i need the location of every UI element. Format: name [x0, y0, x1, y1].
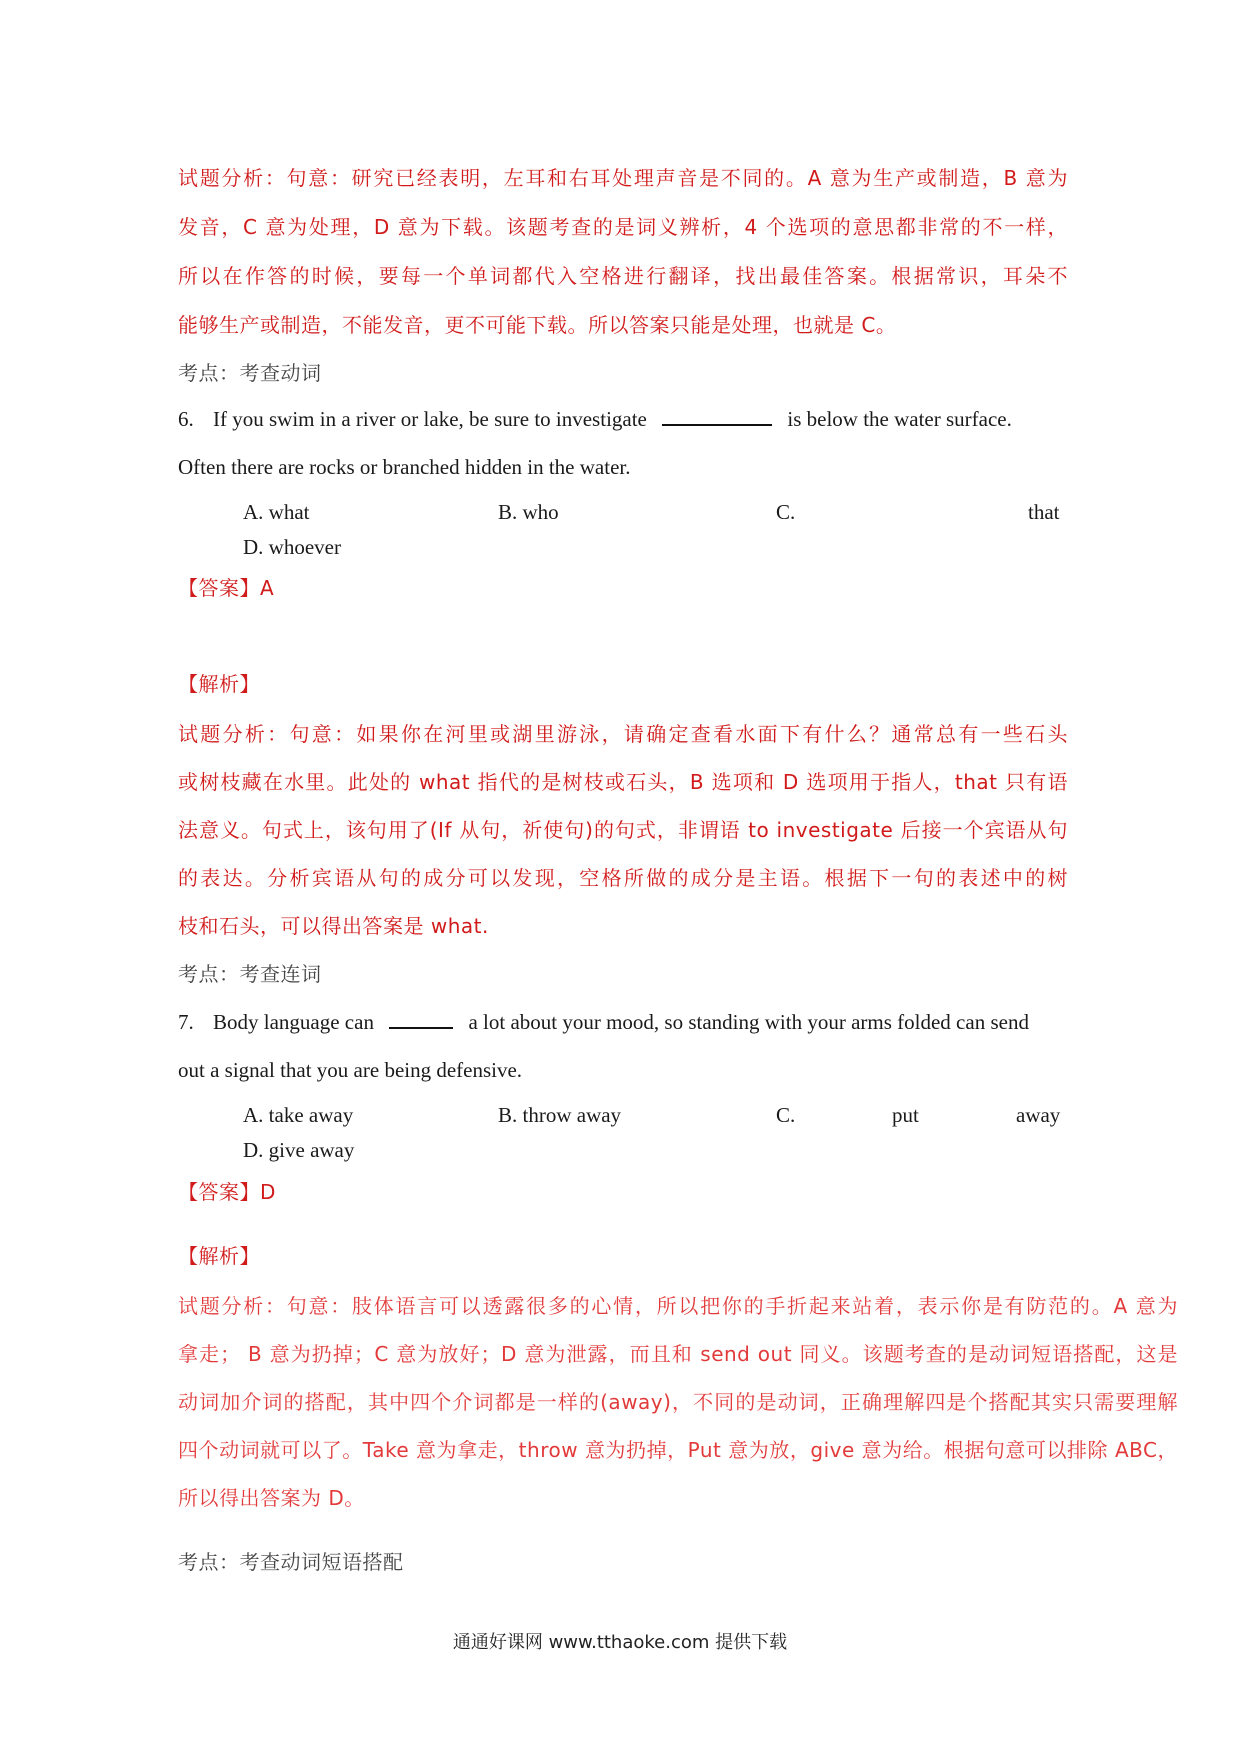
- q5-analysis-line-4: 能够生产或制造，不能发音，更不可能下载。所以答案只能是处理，也就是 C。: [178, 313, 897, 337]
- q7-stem-line-2: out a signal that you are being defensive.: [178, 1058, 523, 1082]
- q7-option-b: B. throw away: [498, 1103, 622, 1127]
- q7-option-a: A. take away: [243, 1103, 354, 1127]
- q6-stem-line-1: [178, 407, 1068, 432]
- q7-stem-part-2: a lot about your mood, so standing with your arms folded can send: [468, 1010, 1029, 1034]
- q6-blank: [662, 408, 772, 426]
- page-footer: 通通好课网 www.tthaoke.com 提供下载: [452, 1632, 788, 1653]
- q6-number: 6.: [178, 407, 194, 431]
- q7-answer: 【答案】D: [178, 1180, 276, 1204]
- q5-analysis-line-2: 发音，C 意为处理，D 意为下载。该题考查的是词义辨析，4 个选项的意思都非常的不一样，: [178, 215, 1068, 239]
- q7-option-d: D. give away: [243, 1138, 355, 1162]
- q7-analysis-line-2: 拿走； B 意为扔掉；C 意为放好；D 意为泄露，而且和 send out 同义。该题考查的是动词短语搭配，这是: [178, 1342, 1178, 1366]
- q6-option-c-word: that: [1028, 500, 1060, 524]
- q6-analysis-line-2: 或树枝藏在水里。此处的 what 指代的是树枝或石头，B 选项和 D 选项用于指人，that 只有语: [178, 770, 1068, 794]
- q7-option-c-word-2: away: [1016, 1103, 1061, 1127]
- q7-stem-line-1: [178, 1010, 1068, 1035]
- q6-analysis-line-3: 法意义。句式上，该句用了(If 从句，祈使句)的句式，非谓语 to investigate 后接一个宾语从句: [178, 818, 1068, 842]
- q5-kaodian: 考点：考查动词: [178, 361, 322, 385]
- q6-stem-line-2: Often there are rocks or branched hidden in the water.: [178, 455, 631, 479]
- q5-analysis-line-1: 试题分析：句意：研究已经表明，左耳和右耳处理声音是不同的。A 意为生产或制造，B 意为: [178, 166, 1068, 190]
- q7-jiexi-heading: 【解析】: [178, 1244, 260, 1268]
- q6-analysis-line-4: 的表达。分析宾语从句的成分可以发现，空格所做的成分是主语。根据下一句的表述中的树: [178, 866, 1068, 890]
- q6-stem-part-1: If you swim in a river or lake, be sure to investigate: [213, 407, 647, 431]
- q7-analysis-line-3: 动词加介词的搭配，其中四个介词都是一样的(away)，不同的是动词，正确理解四是个搭配其实只需要理解: [178, 1390, 1178, 1414]
- q7-analysis-line-4: 四个动词就可以了。Take 意为拿走，throw 意为扔掉，Put 意为放，give 意为给。根据句意可以排除 ABC，: [178, 1438, 1178, 1462]
- q7-kaodian: 考点：考查动词短语搭配: [178, 1550, 404, 1574]
- q7-stem-part-1: Body language can: [213, 1010, 374, 1034]
- q6-analysis-line-5: 枝和石头，可以得出答案是 what.: [178, 914, 489, 938]
- q6-stem-part-2: is below the water surface.: [787, 407, 1012, 431]
- q6-answer: 【答案】A: [178, 576, 275, 600]
- q6-kaodian: 考点：考查连词: [178, 962, 322, 986]
- q6-option-b: B. who: [498, 500, 559, 524]
- q5-analysis-line-3: 所以在作答的时候，要每一个单词都代入空格进行翻译，找出最佳答案。根据常识，耳朵不: [178, 264, 1068, 288]
- q7-option-c-word-1: put: [892, 1103, 919, 1127]
- q7-number: 7.: [178, 1010, 194, 1034]
- q6-jiexi-heading: 【解析】: [178, 672, 260, 696]
- q6-option-a: A. what: [243, 500, 310, 524]
- q7-option-c-letter: C.: [776, 1103, 796, 1127]
- q6-option-d: D. whoever: [243, 535, 341, 559]
- q7-blank: [389, 1011, 453, 1029]
- q6-option-c-letter: C.: [776, 500, 796, 524]
- q7-analysis-line-5: 所以得出答案为 D。: [178, 1486, 365, 1510]
- q6-analysis-line-1: 试题分析：句意：如果你在河里或湖里游泳，请确定查看水面下有什么？通常总有一些石头: [178, 722, 1068, 746]
- q7-analysis-line-1: 试题分析：句意：肢体语言可以透露很多的心情，所以把你的手折起来站着，表示你是有防范的。A 意为: [178, 1294, 1178, 1318]
